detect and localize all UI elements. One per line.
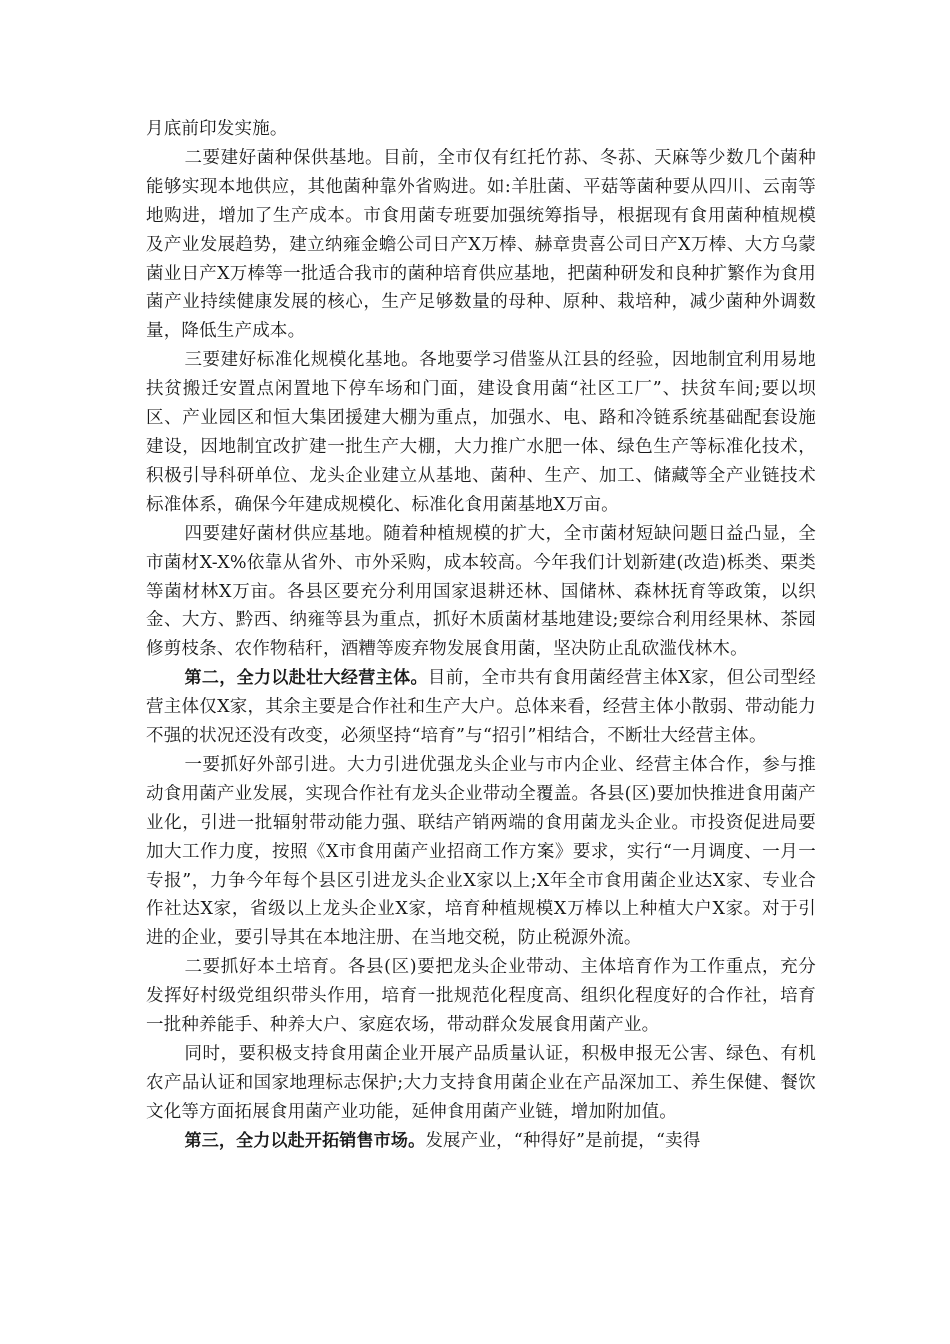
paragraph-text: 同时，要积极支持食用菌企业开展产品质量认证，积极申报无公害、绿色、有机农产品认证和国家地理标志保护;大力支持食用菌企业在产品深加工、养生保健、餐饮文化等方面拓展食用菌产业功能，延伸食用菌产业链，增加附加值。 [146, 1044, 816, 1122]
section-heading: 第二，全力以赴壮大经营主体。 [184, 668, 428, 689]
paragraph-text: 月底前印发实施。 [146, 119, 288, 139]
paragraph-text: 二要抓好本土培育。各县(区)要把龙头企业带动、主体培育作为工作重点，充分发挥好村级党组织带头作用，培育一批规范化程度高、组织化程度好的合作社，培育一批种养能手、种养大户、家庭农场，带动群众发展食用菌产业。 [146, 957, 816, 1036]
paragraph-standard-base [146, 346, 816, 519]
section-heading: 第三，全力以赴开拓销售市场。 [184, 1130, 426, 1151]
paragraph-text: 发展产业，“种得好”是前提，“卖得 [425, 1130, 701, 1151]
paragraph-material-base [146, 520, 816, 665]
paragraph-text: 四要建好菌材供应基地。随着种植规模的扩大，全市菌材短缺问题日益凸显，全市菌材X-X%依靠从省外、市外采购，成本较高。今年我们计划新建(改造)栎类、栗类等菌材林X万亩。各县区要充分利用国家退耕还林、国储林、森林抚育等政策，以织金、大方、黔西、纳雍等县为重点，抓好木质菌材基地建设;要综合利用经果林、茶园修剪枝条、农作物秸秆，酒糟等废弃物发展食用菌，坚决防止乱砍滥伐林木。 [146, 523, 816, 660]
document-body [146, 115, 816, 1156]
paragraph-external-introduction [146, 751, 816, 953]
paragraph-text: 三要建好标准化规模化基地。各地要学习借鉴从江县的经验，因地制宜利用易地扶贫搬迁安置点闲置地下停车场和门面，建设食用菌“社区工厂”、扶贫车间;要以坝区、产业园区和恒大集团援建大棚为重点，加强水、电、路和冷链系统基础配套设施建设，因地制宜改扩建一批生产大棚，大力推广水肥一体、绿色生产等标准化技术，积极引导科研单位、龙头企业建立从基地、菌种、生产、加工、储藏等全产业链技术标准体系，确保今年建成规模化、标准化食用菌基地X万亩。 [146, 350, 816, 515]
paragraph-text: 二要建好菌种保供基地。目前，全市仅有红托竹荪、冬荪、天麻等少数几个菌种能够实现本地供应，其他菌种靠外省购进。如:羊肚菌、平菇等菌种要从四川、云南等地购进，增加了生产成本。市食用菌专班要加强统筹指导，根据现有食用菌种植规模及产业发展趋势，建立纳雍金蟾公司日产X万棒、赫章贵喜公司日产X万棒、大方乌蒙菌业日产X万棒等一批适合我市的菌种培育供应基地，把菌种研发和良种扩繁作为食用菌产业持续健康发展的核心，生产足够数量的母种、原种、栽培种，减少菌种外调数量，降低生产成本。 [146, 147, 816, 342]
paragraph-section-three [146, 1127, 816, 1156]
paragraph-local-cultivation [146, 953, 816, 1040]
paragraph-seed-base [146, 144, 816, 346]
paragraph-text: 目前，全市共有食用菌经营主体X家，但公司型经营主体仅X家，其余主要是合作社和生产大户。总体来看，经营主体小散弱、带动能力不强的状况还没有改变，必须坚持“培育”与“招引”相结合，不断壮大经营主体。 [146, 668, 816, 747]
paragraph-text: 一要抓好外部引进。大力引进优强龙头企业与市内企业、经营主体合作，参与推动食用菌产业发展，实现合作社有龙头企业带动全覆盖。各县(区)要加快推进食用菌产业化，引进一批辐射带动能力强、联结产销两端的食用菌龙头企业。市投资促进局要加大工作力度，按照《X市食用菌产业招商工作方案》要求，实行“一月调度、一月一专报”，力争今年每个县区引进龙头企业X家以上;X年全市食用菌企业达X家、专业合作社达X家，省级以上龙头企业X家，培育种植规模X万棒以上种植大户X家。对于引进的企业，要引导其在本地注册、在当地交税，防止税源外流。 [146, 754, 816, 949]
paragraph-certification [146, 1040, 816, 1127]
paragraph-section-two [146, 664, 816, 751]
paragraph-continuation [146, 115, 816, 144]
